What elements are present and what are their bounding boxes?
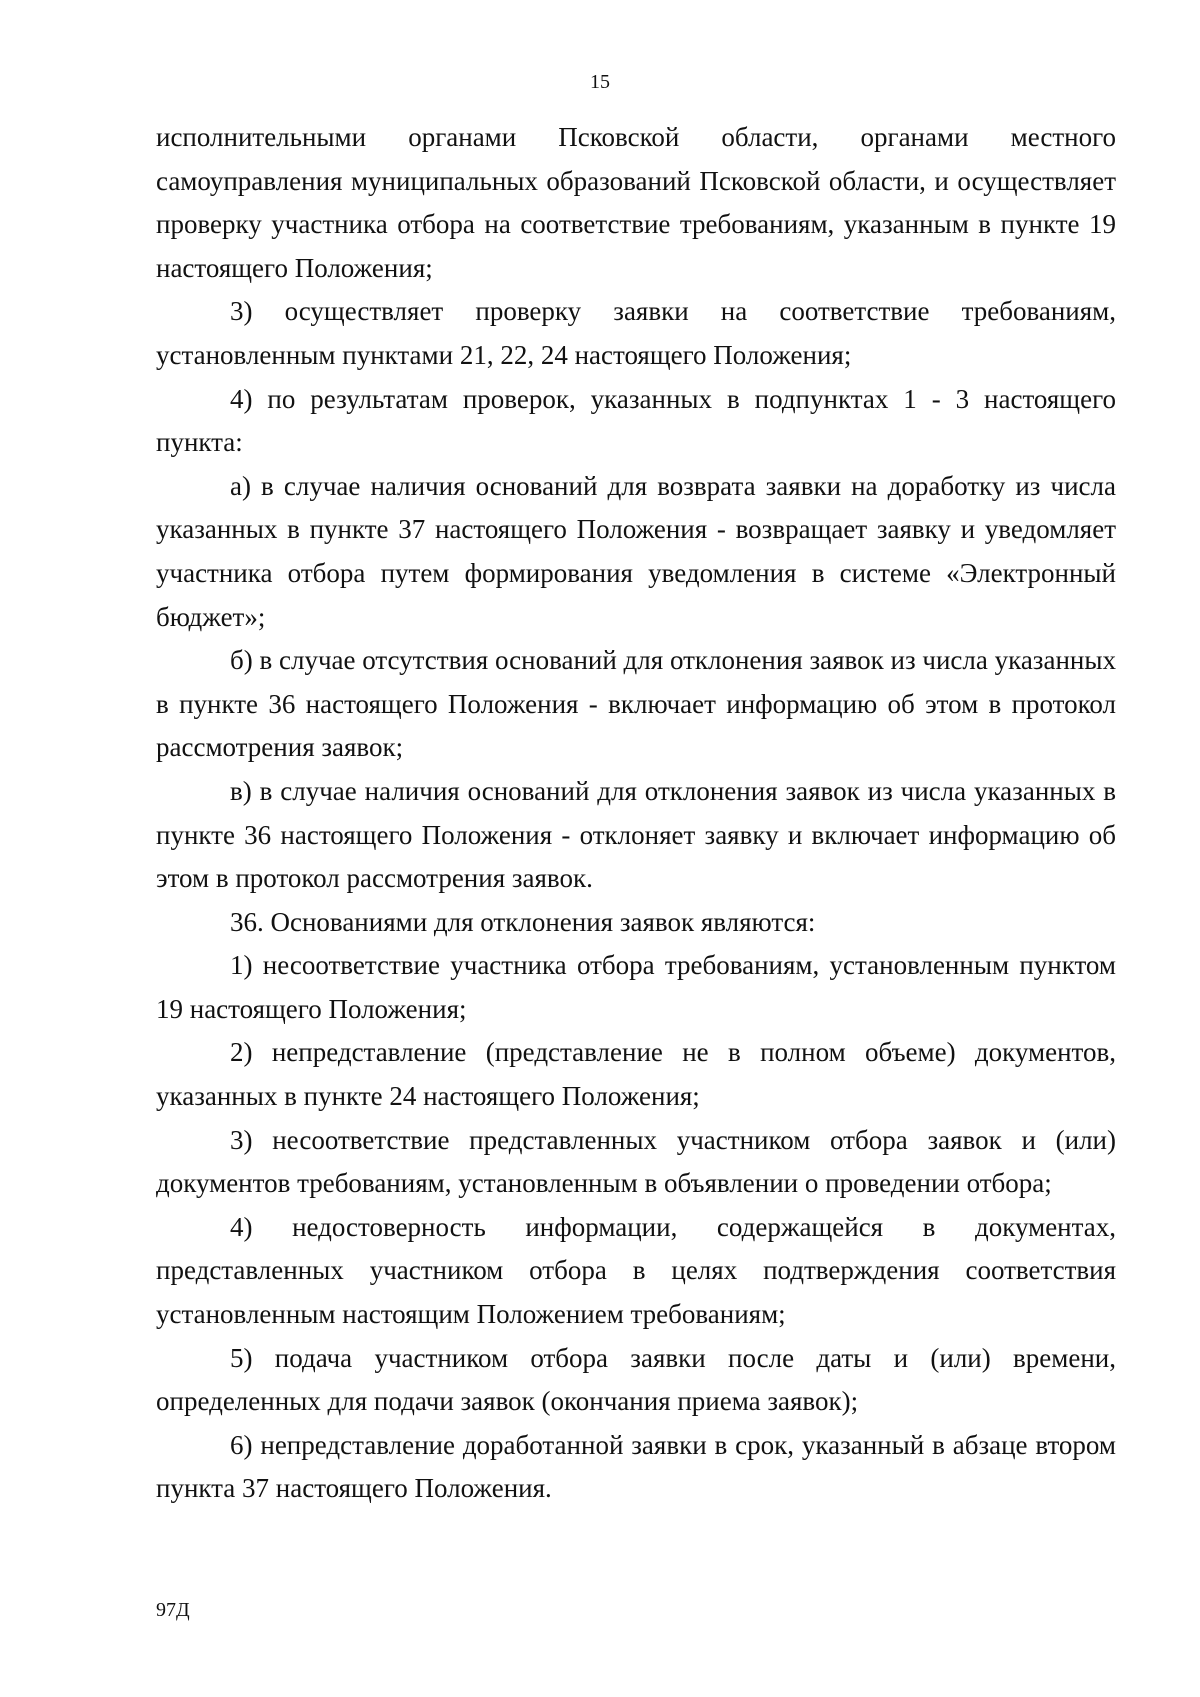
- paragraph-subitem-b: б) в случае отсутствия оснований для отклонения заявок из числа указанных в пункте 36 настоящего Положения - включает информацию об этом в протокол рассмотрения заявок;: [156, 645, 1116, 763]
- paragraph-reason-4: 4) недостоверность информации, содержащейся в документах, представленных участником отбора в целях подтверждения соответствия установленным настоящим Положением требованиям;: [156, 1211, 1116, 1330]
- page-number: 15: [590, 71, 610, 93]
- document-body: [156, 116, 1116, 1511]
- paragraph-continuation: исполнительными органами Псковской области, органами местного самоуправления муниципальных образований Псковской области, и осуществляет проверку участника отбора на соответствие требованиям, указанным в пункте 19 настоящего Положения;: [156, 122, 1116, 283]
- paragraph-subitem-a: а) в случае наличия оснований для возврата заявки на доработку из числа указанных в пункте 37 настоящего Положения - возвращает заявку и уведомляет участника отбора путем формирования уведомления в системе «Электронный бюджет»;: [156, 470, 1116, 632]
- paragraph-subitem-v: в) в случае наличия оснований для отклонения заявок из числа указанных в пункте 36 настоящего Положения - отклоняет заявку и включает информацию об этом в протокол рассмотрения заявок.: [156, 775, 1116, 894]
- document-code: 97Д: [156, 1599, 190, 1621]
- paragraph-item-3: 3) осуществляет проверку заявки на соответствие требованиям, установленным пунктами 21, 22, 24 настоящего Положения;: [156, 296, 1116, 370]
- paragraph-reason-6: 6) непредставление доработанной заявки в срок, указанный в абзаце втором пункта 37 настоящего Положения.: [156, 1429, 1116, 1504]
- paragraph-reason-5: 5) подача участником отбора заявки после даты и (или) времени, определенных для подачи заявок (окончания приема заявок);: [156, 1342, 1116, 1417]
- paragraph-reason-2: 2) непредставление (представление не в полном объеме) документов, указанных в пункте 24 настоящего Положения;: [156, 1037, 1116, 1112]
- paragraph-section-36: 36. Основаниями для отклонения заявок являются:: [230, 906, 816, 937]
- paragraph-item-4: 4) по результатам проверок, указанных в подпунктах 1 - 3 настоящего пункта:: [156, 383, 1116, 458]
- paragraph-reason-3: 3) несоответствие представленных участником отбора заявок и (или) документов требованиям, установленным в объявлении о проведении отбора;: [156, 1124, 1116, 1199]
- paragraph-reason-1: 1) несоответствие участника отбора требованиям, установленным пунктом 19 настоящего Положения;: [156, 950, 1116, 1024]
